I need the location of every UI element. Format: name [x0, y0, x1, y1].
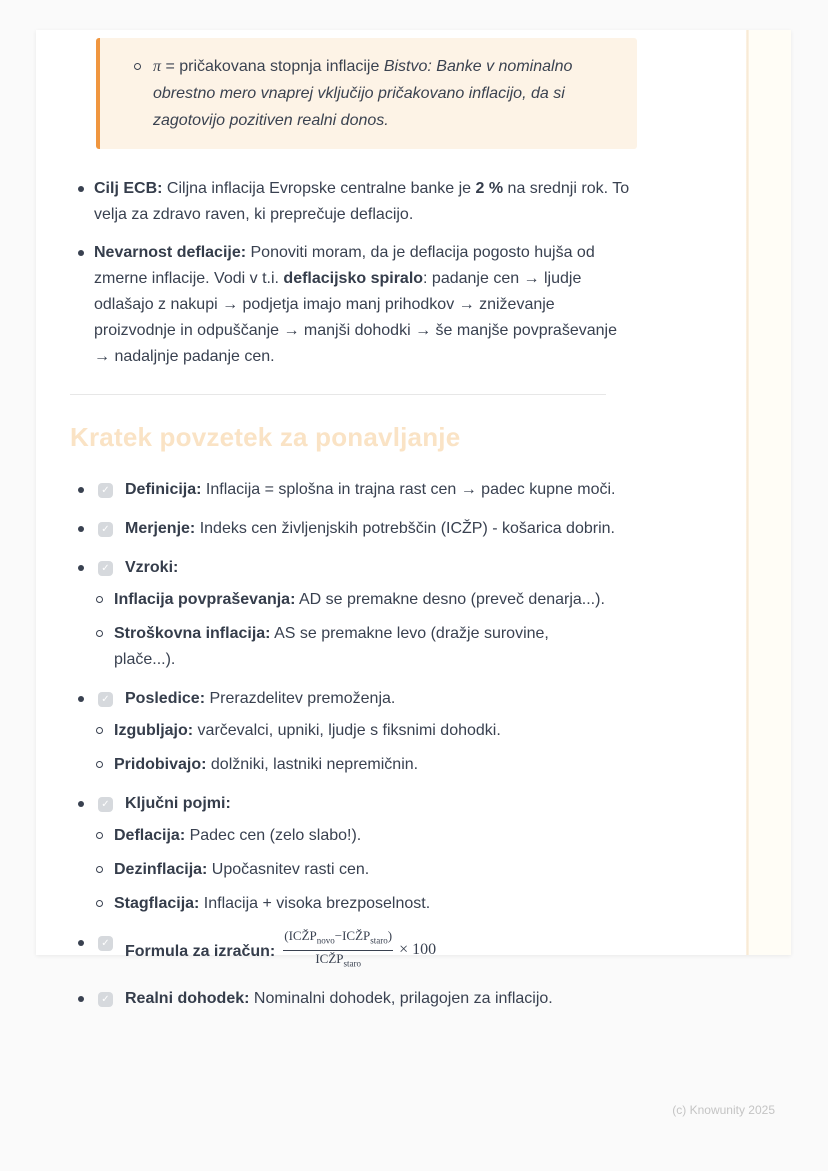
checkmark-icon: ✓ [101, 993, 110, 1005]
checkbox-checked-icon[interactable] [98, 797, 113, 812]
sub-list-item-text: Inflacija povpraševanja: AD se premakne desno (preveč denarja...). [114, 591, 605, 608]
sub-list-item [96, 587, 636, 613]
checkbox-checked-icon[interactable] [98, 936, 113, 951]
checklist-item [70, 986, 636, 1012]
bullet-icon [78, 996, 84, 1002]
checkbox-checked-icon[interactable] [98, 522, 113, 537]
callout-lead: = pričakovana stopnja inflacije [161, 58, 384, 75]
bullet-list [70, 176, 636, 370]
checklist-item-text: Formula za izračun: $\frac{(ICŽP_{novo}-ICŽP_{staro})}{ICŽP_{staro}}$ × 100 [125, 930, 636, 973]
bullet-icon [78, 565, 84, 571]
inflation-formula [283, 928, 436, 971]
checklist-item-text: Realni dohodek: Nominalni dohodek, prilagojen za inflacijo. [125, 990, 553, 1008]
bullet-icon [78, 186, 84, 192]
formula-multiplier: × 100 [399, 940, 437, 958]
checklist-item-text: Ključni pojmi: [125, 795, 231, 812]
checkmark-icon: ✓ [101, 798, 110, 810]
checklist-item-text: Definicija: Inflacija = splošna in trajna rast cen → padec kupne moči. [125, 481, 616, 498]
checklist-item [70, 516, 636, 542]
sub-list-item-text: Pridobivajo: dolžniki, lastniki nepremičnin. [114, 756, 419, 773]
checkbox-checked-icon[interactable] [98, 483, 113, 498]
document-content [36, 30, 636, 1012]
list-item-text: Nevarnost deflacije: Ponoviti moram, da je deflacija pogosto hujša od zmerne inflacije. Vodi v t.i. deflacijsko spiralo: padanje cen → ljudje odlašajo z nakupi → podjetja imajo manj prihodkov → zniževanje proizvodnje in odpuščanje → manjši dohodki → še manjše povpraševanje → nadaljnje padanje cen. [94, 244, 617, 365]
checklist-item-formula [70, 930, 636, 973]
checklist [70, 477, 636, 1012]
circle-bullet-icon [96, 832, 103, 839]
bullet-icon [78, 487, 84, 493]
circle-bullet-icon [96, 596, 103, 603]
circle-bullet-icon [96, 761, 103, 768]
bullet-icon [78, 696, 84, 702]
list-item [70, 240, 636, 370]
sub-list [96, 718, 636, 778]
circle-bullet-icon [96, 866, 103, 873]
sub-list [96, 823, 636, 917]
checkmark-icon: ✓ [101, 937, 110, 949]
sub-list-item [96, 718, 636, 744]
sub-list-item-text: Stroškovna inflacija: AS se premakne levo (dražje surovine, plače...). [114, 625, 549, 668]
sub-list-item [96, 752, 636, 778]
callout-box [96, 38, 637, 149]
checklist-item [70, 555, 636, 673]
formula-fraction [283, 928, 393, 971]
circle-bullet-icon [134, 63, 141, 70]
pi-symbol: π [153, 58, 162, 75]
sub-list-item-text: Stagflacija: Inflacija + visoka brezposelnost. [114, 895, 431, 912]
bullet-icon [78, 250, 84, 256]
callout-list-item [104, 53, 619, 134]
checklist-item-text: Vzroki: [125, 559, 179, 576]
circle-bullet-icon [96, 727, 103, 734]
circle-bullet-icon [96, 900, 103, 907]
callout-text [153, 53, 619, 134]
checkmark-icon: ✓ [101, 693, 110, 705]
copyright-notice: (c) Knowunity 2025 [672, 1103, 775, 1117]
checkmark-icon: ✓ [101, 523, 110, 535]
checklist-item-text: Posledice: Prerazdelitev premoženja. [125, 690, 396, 707]
checkbox-checked-icon[interactable] [98, 561, 113, 576]
list-item [70, 176, 636, 228]
bullet-icon [78, 801, 84, 807]
formula-denominator: $ICŽP_{staro}$ [315, 950, 362, 969]
document-card [36, 30, 791, 1008]
checklist-item [70, 791, 636, 917]
checkbox-checked-icon[interactable] [98, 992, 113, 1007]
sub-list-item-text: Deflacija: Padec cen (zelo slabo!). [114, 827, 362, 844]
bullet-icon [78, 526, 84, 532]
checklist-item-text: Merjenje: Indeks cen življenjskih potrebščin (ICŽP) - košarica dobrin. [125, 520, 615, 537]
formula-numerator: $(ICŽP_{novo}-ICŽP_{staro})$ [283, 928, 393, 951]
callout-emphasis: Bistvo: Banke v nominalno obrestno mero vnaprej vključijo pričakovano inflacijo, da si zagotovijo pozitiven realni donos. [153, 58, 573, 129]
sub-list-item-text: Izgubljajo: varčevalci, upniki, ljudje s fiksnimi dohodki. [114, 722, 501, 739]
bullet-icon [78, 940, 84, 946]
checklist-item [70, 477, 636, 503]
page-margin-line [746, 30, 749, 955]
checkbox-checked-icon[interactable] [98, 692, 113, 707]
section-divider [70, 394, 606, 395]
sub-list [96, 587, 636, 673]
sub-list-item [96, 621, 636, 673]
checklist-item [70, 686, 636, 778]
list-item-text: Cilj ECB: Ciljna inflacija Evropske centralne banke je 2 % na srednji rok. To velja za zdravo raven, ki preprečuje deflacijo. [94, 180, 630, 223]
sub-list-item [96, 823, 636, 849]
page-right-strip [749, 30, 791, 955]
sub-list-item-text: Dezinflacija: Upočasnitev rasti cen. [114, 861, 370, 878]
circle-bullet-icon [96, 630, 103, 637]
sub-list-item [96, 857, 636, 883]
sub-list-item [96, 891, 636, 917]
checkmark-icon: ✓ [101, 562, 110, 574]
checkmark-icon: ✓ [101, 484, 110, 496]
section-heading: Kratek povzetek za ponavljanje [70, 422, 461, 452]
